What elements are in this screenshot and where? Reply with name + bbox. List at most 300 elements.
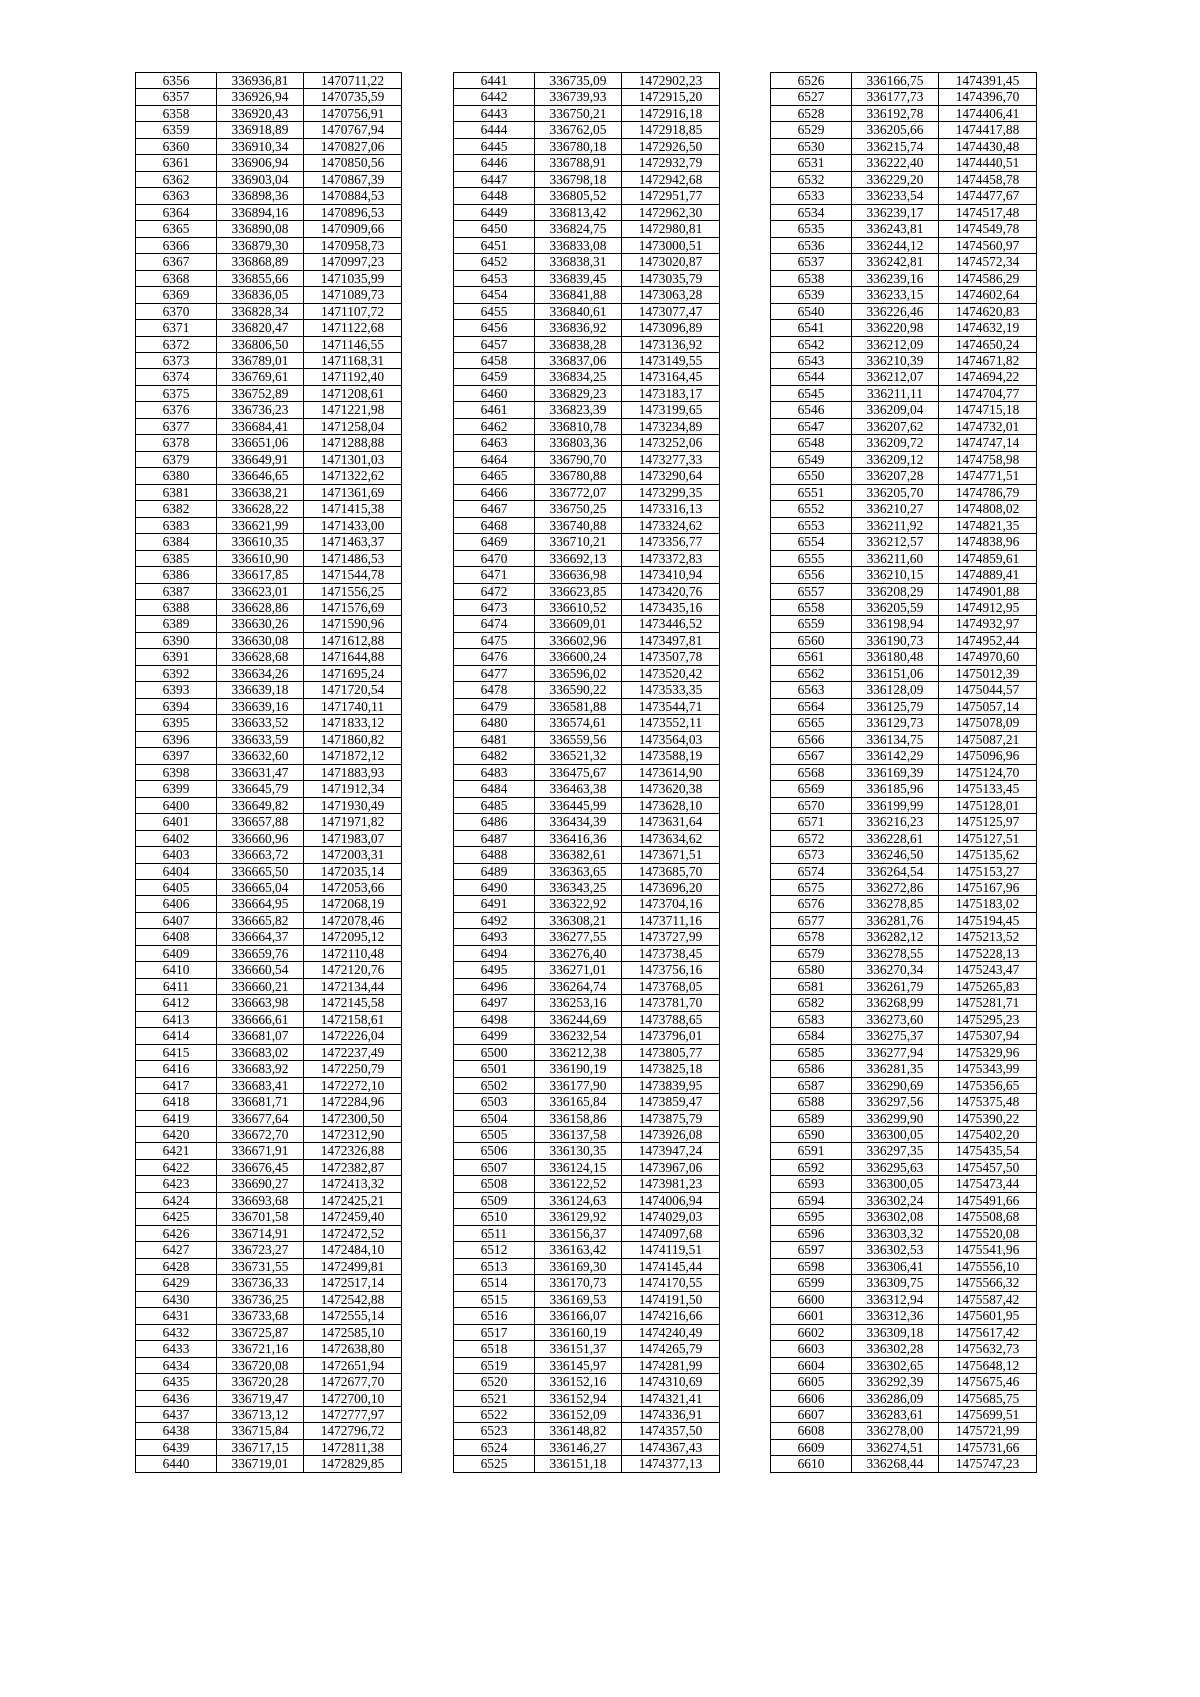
- x-coordinate-cell: 336633,59: [217, 731, 304, 747]
- table-row: [771, 270, 1037, 286]
- table-row: [136, 896, 402, 912]
- point-number-cell: 6519: [454, 1357, 535, 1373]
- table-row: [771, 847, 1037, 863]
- point-number-cell: 6535: [771, 221, 852, 237]
- table-row: [454, 616, 720, 632]
- point-number-cell: 6382: [136, 501, 217, 517]
- x-coordinate-cell: 336772,07: [535, 484, 622, 500]
- point-number-cell: 6471: [454, 567, 535, 583]
- x-coordinate-cell: 336158,86: [535, 1110, 622, 1126]
- y-coordinate-cell: 1472951,77: [622, 188, 720, 204]
- x-coordinate-cell: 336633,52: [217, 715, 304, 731]
- table-row: [136, 1406, 402, 1422]
- y-coordinate-cell: 1474602,64: [939, 287, 1037, 303]
- y-coordinate-cell: 1475265,83: [939, 978, 1037, 994]
- point-number-cell: 6393: [136, 682, 217, 698]
- x-coordinate-cell: 336683,41: [217, 1077, 304, 1093]
- x-coordinate-cell: 336180,48: [852, 649, 939, 665]
- x-coordinate-cell: 336278,00: [852, 1423, 939, 1439]
- table-row: [771, 912, 1037, 928]
- table-row: [771, 632, 1037, 648]
- x-coordinate-cell: 336813,42: [535, 204, 622, 220]
- x-coordinate-cell: 336308,21: [535, 912, 622, 928]
- table-row: [454, 830, 720, 846]
- x-coordinate-cell: 336521,32: [535, 748, 622, 764]
- table-row: [454, 1011, 720, 1027]
- y-coordinate-cell: 1474586,29: [939, 270, 1037, 286]
- y-coordinate-cell: 1473096,89: [622, 320, 720, 336]
- table-row: [454, 501, 720, 517]
- point-number-cell: 6513: [454, 1258, 535, 1274]
- x-coordinate-cell: 336610,90: [217, 550, 304, 566]
- y-coordinate-cell: 1472517,14: [304, 1275, 402, 1291]
- table-row: [771, 1094, 1037, 1110]
- point-number-cell: 6400: [136, 797, 217, 813]
- x-coordinate-cell: 336720,08: [217, 1357, 304, 1373]
- y-coordinate-cell: 1471146,55: [304, 336, 402, 352]
- x-coordinate-cell: 336838,28: [535, 336, 622, 352]
- y-coordinate-cell: 1472677,70: [304, 1374, 402, 1390]
- y-coordinate-cell: 1474417,88: [939, 122, 1037, 138]
- point-number-cell: 6487: [454, 830, 535, 846]
- table-row: [454, 1291, 720, 1307]
- table-row: [771, 122, 1037, 138]
- point-number-cell: 6431: [136, 1308, 217, 1324]
- x-coordinate-cell: 336205,66: [852, 122, 939, 138]
- point-number-cell: 6557: [771, 583, 852, 599]
- table-row: [136, 797, 402, 813]
- table-row: [454, 89, 720, 105]
- y-coordinate-cell: 1473696,20: [622, 879, 720, 895]
- y-coordinate-cell: 1474549,78: [939, 221, 1037, 237]
- point-number-cell: 6597: [771, 1242, 852, 1258]
- y-coordinate-cell: 1475435,54: [939, 1143, 1037, 1159]
- y-coordinate-cell: 1471208,61: [304, 385, 402, 401]
- point-number-cell: 6470: [454, 550, 535, 566]
- table-row: [454, 863, 720, 879]
- y-coordinate-cell: 1473435,16: [622, 600, 720, 616]
- x-coordinate-cell: 336228,61: [852, 830, 939, 846]
- point-number-cell: 6378: [136, 435, 217, 451]
- point-number-cell: 6509: [454, 1192, 535, 1208]
- point-number-cell: 6437: [136, 1406, 217, 1422]
- y-coordinate-cell: 1472250,79: [304, 1061, 402, 1077]
- point-number-cell: 6606: [771, 1390, 852, 1406]
- point-number-cell: 6432: [136, 1324, 217, 1340]
- point-number-cell: 6427: [136, 1242, 217, 1258]
- y-coordinate-cell: 1474671,82: [939, 352, 1037, 368]
- point-number-cell: 6381: [136, 484, 217, 500]
- y-coordinate-cell: 1471883,93: [304, 764, 402, 780]
- x-coordinate-cell: 336142,29: [852, 748, 939, 764]
- table-row: [136, 1258, 402, 1274]
- table-row: [771, 138, 1037, 154]
- y-coordinate-cell: 1473628,10: [622, 797, 720, 813]
- y-coordinate-cell: 1472902,23: [622, 73, 720, 89]
- point-number-cell: 6527: [771, 89, 852, 105]
- table-row: [454, 517, 720, 533]
- y-coordinate-cell: 1475491,66: [939, 1192, 1037, 1208]
- y-coordinate-cell: 1473671,51: [622, 847, 720, 863]
- x-coordinate-cell: 336671,91: [217, 1143, 304, 1159]
- point-number-cell: 6554: [771, 534, 852, 550]
- y-coordinate-cell: 1475128,01: [939, 797, 1037, 813]
- x-coordinate-cell: 336463,38: [535, 781, 622, 797]
- x-coordinate-cell: 336684,41: [217, 418, 304, 434]
- x-coordinate-cell: 336312,36: [852, 1308, 939, 1324]
- point-number-cell: 6444: [454, 122, 535, 138]
- table-row: [136, 1374, 402, 1390]
- x-coordinate-cell: 336246,50: [852, 847, 939, 863]
- y-coordinate-cell: 1472284,96: [304, 1094, 402, 1110]
- y-coordinate-cell: 1475390,22: [939, 1110, 1037, 1126]
- table-row: [771, 517, 1037, 533]
- table-row: [454, 270, 720, 286]
- x-coordinate-cell: 336665,82: [217, 912, 304, 928]
- x-coordinate-cell: 336475,67: [535, 764, 622, 780]
- point-number-cell: 6580: [771, 962, 852, 978]
- y-coordinate-cell: 1472638,80: [304, 1341, 402, 1357]
- point-number-cell: 6371: [136, 320, 217, 336]
- table-row: [771, 830, 1037, 846]
- table-row: [136, 1225, 402, 1241]
- y-coordinate-cell: 1474477,67: [939, 188, 1037, 204]
- y-coordinate-cell: 1473324,62: [622, 517, 720, 533]
- table-row: [454, 105, 720, 121]
- point-number-cell: 6515: [454, 1291, 535, 1307]
- point-number-cell: 6409: [136, 945, 217, 961]
- x-coordinate-cell: 336239,16: [852, 270, 939, 286]
- table-row: [136, 1110, 402, 1126]
- y-coordinate-cell: 1471301,03: [304, 451, 402, 467]
- y-coordinate-cell: 1474758,98: [939, 451, 1037, 467]
- x-coordinate-cell: 336300,05: [852, 1176, 939, 1192]
- x-coordinate-cell: 336665,04: [217, 879, 304, 895]
- y-coordinate-cell: 1473839,95: [622, 1077, 720, 1093]
- point-number-cell: 6488: [454, 847, 535, 863]
- y-coordinate-cell: 1471644,88: [304, 649, 402, 665]
- x-coordinate-cell: 336151,37: [535, 1341, 622, 1357]
- x-coordinate-cell: 336681,71: [217, 1094, 304, 1110]
- table-row: [771, 418, 1037, 434]
- table-row: [771, 534, 1037, 550]
- x-coordinate-cell: 336124,63: [535, 1192, 622, 1208]
- y-coordinate-cell: 1472272,10: [304, 1077, 402, 1093]
- y-coordinate-cell: 1473533,35: [622, 682, 720, 698]
- point-number-cell: 6510: [454, 1209, 535, 1225]
- x-coordinate-cell: 336659,76: [217, 945, 304, 961]
- table-row: [136, 550, 402, 566]
- x-coordinate-cell: 336169,39: [852, 764, 939, 780]
- table-row: [136, 1143, 402, 1159]
- table-row: [454, 781, 720, 797]
- x-coordinate-cell: 336677,64: [217, 1110, 304, 1126]
- x-coordinate-cell: 336290,69: [852, 1077, 939, 1093]
- point-number-cell: 6553: [771, 517, 852, 533]
- y-coordinate-cell: 1475699,51: [939, 1406, 1037, 1422]
- y-coordinate-cell: 1474932,97: [939, 616, 1037, 632]
- table-row: [454, 1094, 720, 1110]
- y-coordinate-cell: 1475194,45: [939, 912, 1037, 928]
- point-number-cell: 6447: [454, 171, 535, 187]
- y-coordinate-cell: 1475556,10: [939, 1258, 1037, 1274]
- x-coordinate-cell: 336152,94: [535, 1390, 622, 1406]
- table-row: [454, 1406, 720, 1422]
- point-number-cell: 6538: [771, 270, 852, 286]
- y-coordinate-cell: 1471322,62: [304, 468, 402, 484]
- table-row: [136, 369, 402, 385]
- table-row: [454, 1341, 720, 1357]
- x-coordinate-cell: 336574,61: [535, 715, 622, 731]
- point-number-cell: 6485: [454, 797, 535, 813]
- y-coordinate-cell: 1470827,06: [304, 138, 402, 154]
- table-row: [454, 336, 720, 352]
- point-number-cell: 6514: [454, 1275, 535, 1291]
- point-number-cell: 6498: [454, 1011, 535, 1027]
- y-coordinate-cell: 1472110,48: [304, 945, 402, 961]
- y-coordinate-cell: 1472120,76: [304, 962, 402, 978]
- x-coordinate-cell: 336209,72: [852, 435, 939, 451]
- y-coordinate-cell: 1472980,81: [622, 221, 720, 237]
- point-number-cell: 6552: [771, 501, 852, 517]
- point-number-cell: 6398: [136, 764, 217, 780]
- y-coordinate-cell: 1472472,52: [304, 1225, 402, 1241]
- y-coordinate-cell: 1473497,81: [622, 632, 720, 648]
- point-number-cell: 6361: [136, 155, 217, 171]
- table-row: [454, 814, 720, 830]
- point-number-cell: 6589: [771, 1110, 852, 1126]
- x-coordinate-cell: 336834,25: [535, 369, 622, 385]
- x-coordinate-cell: 336823,39: [535, 402, 622, 418]
- table-row: [771, 188, 1037, 204]
- y-coordinate-cell: 1475721,99: [939, 1423, 1037, 1439]
- table-row: [454, 237, 720, 253]
- y-coordinate-cell: 1475135,62: [939, 847, 1037, 863]
- point-number-cell: 6545: [771, 385, 852, 401]
- table-row: [454, 171, 720, 187]
- y-coordinate-cell: 1475228,13: [939, 945, 1037, 961]
- x-coordinate-cell: 336581,88: [535, 698, 622, 714]
- table-row: [136, 731, 402, 747]
- point-number-cell: 6501: [454, 1061, 535, 1077]
- point-number-cell: 6395: [136, 715, 217, 731]
- y-coordinate-cell: 1472700,10: [304, 1390, 402, 1406]
- table-row: [136, 402, 402, 418]
- point-number-cell: 6474: [454, 616, 535, 632]
- table-row: [454, 1456, 720, 1472]
- x-coordinate-cell: 336936,81: [217, 73, 304, 89]
- x-coordinate-cell: 336212,09: [852, 336, 939, 352]
- y-coordinate-cell: 1475648,12: [939, 1357, 1037, 1373]
- table-row: [136, 1291, 402, 1307]
- y-coordinate-cell: 1473805,77: [622, 1044, 720, 1060]
- y-coordinate-cell: 1472312,90: [304, 1127, 402, 1143]
- point-number-cell: 6533: [771, 188, 852, 204]
- table-row: [136, 122, 402, 138]
- point-number-cell: 6575: [771, 879, 852, 895]
- y-coordinate-cell: 1474097,68: [622, 1225, 720, 1241]
- y-coordinate-cell: 1470896,53: [304, 204, 402, 220]
- x-coordinate-cell: 336297,35: [852, 1143, 939, 1159]
- point-number-cell: 6526: [771, 73, 852, 89]
- x-coordinate-cell: 336244,12: [852, 237, 939, 253]
- point-number-cell: 6502: [454, 1077, 535, 1093]
- y-coordinate-cell: 1473149,55: [622, 352, 720, 368]
- table-row: [454, 1225, 720, 1241]
- x-coordinate-cell: 336609,01: [535, 616, 622, 632]
- point-number-cell: 6565: [771, 715, 852, 731]
- table-row: [771, 1044, 1037, 1060]
- point-number-cell: 6450: [454, 221, 535, 237]
- table-row: [136, 830, 402, 846]
- table-row: [771, 1423, 1037, 1439]
- y-coordinate-cell: 1472035,14: [304, 863, 402, 879]
- y-coordinate-cell: 1472068,19: [304, 896, 402, 912]
- point-number-cell: 6426: [136, 1225, 217, 1241]
- table-row: [771, 1357, 1037, 1373]
- point-number-cell: 6605: [771, 1374, 852, 1390]
- x-coordinate-cell: 336894,16: [217, 204, 304, 220]
- y-coordinate-cell: 1473685,70: [622, 863, 720, 879]
- x-coordinate-cell: 336721,16: [217, 1341, 304, 1357]
- point-number-cell: 6428: [136, 1258, 217, 1274]
- point-number-cell: 6408: [136, 929, 217, 945]
- y-coordinate-cell: 1473552,11: [622, 715, 720, 731]
- table-row: [136, 1061, 402, 1077]
- point-number-cell: 6507: [454, 1159, 535, 1175]
- y-coordinate-cell: 1471221,98: [304, 402, 402, 418]
- y-coordinate-cell: 1474357,50: [622, 1423, 720, 1439]
- y-coordinate-cell: 1474240,49: [622, 1324, 720, 1340]
- x-coordinate-cell: 336628,86: [217, 600, 304, 616]
- y-coordinate-cell: 1471288,88: [304, 435, 402, 451]
- table-row: [771, 1308, 1037, 1324]
- x-coordinate-cell: 336271,01: [535, 962, 622, 978]
- table-row: [771, 221, 1037, 237]
- table-row: [136, 1308, 402, 1324]
- y-coordinate-cell: 1474859,61: [939, 550, 1037, 566]
- y-coordinate-cell: 1475632,73: [939, 1341, 1037, 1357]
- x-coordinate-cell: 336239,17: [852, 204, 939, 220]
- table-row: [136, 303, 402, 319]
- point-number-cell: 6560: [771, 632, 852, 648]
- point-number-cell: 6609: [771, 1439, 852, 1455]
- table-row: [136, 517, 402, 533]
- point-number-cell: 6592: [771, 1159, 852, 1175]
- table-row: [136, 1028, 402, 1044]
- table-row: [454, 1061, 720, 1077]
- point-number-cell: 6540: [771, 303, 852, 319]
- table-row: [454, 847, 720, 863]
- y-coordinate-cell: 1475508,68: [939, 1209, 1037, 1225]
- point-number-cell: 6562: [771, 665, 852, 681]
- y-coordinate-cell: 1472916,18: [622, 105, 720, 121]
- point-number-cell: 6477: [454, 665, 535, 681]
- point-number-cell: 6549: [771, 451, 852, 467]
- table-row: [136, 847, 402, 863]
- table-row: [454, 583, 720, 599]
- table-row: [454, 962, 720, 978]
- x-coordinate-cell: 336278,85: [852, 896, 939, 912]
- y-coordinate-cell: 1475617,42: [939, 1324, 1037, 1340]
- x-coordinate-cell: 336302,65: [852, 1357, 939, 1373]
- y-coordinate-cell: 1474367,43: [622, 1439, 720, 1455]
- y-coordinate-cell: 1473372,83: [622, 550, 720, 566]
- y-coordinate-cell: 1474396,70: [939, 89, 1037, 105]
- table-row: [454, 1308, 720, 1324]
- point-number-cell: 6582: [771, 995, 852, 1011]
- point-number-cell: 6500: [454, 1044, 535, 1060]
- x-coordinate-cell: 336128,09: [852, 682, 939, 698]
- point-number-cell: 6511: [454, 1225, 535, 1241]
- y-coordinate-cell: 1471361,69: [304, 484, 402, 500]
- table-row: [771, 797, 1037, 813]
- table-row: [771, 962, 1037, 978]
- table-row: [771, 435, 1037, 451]
- point-number-cell: 6385: [136, 550, 217, 566]
- y-coordinate-cell: 1473588,19: [622, 748, 720, 764]
- point-number-cell: 6522: [454, 1406, 535, 1422]
- x-coordinate-cell: 336295,63: [852, 1159, 939, 1175]
- table-row: [454, 1209, 720, 1225]
- point-number-cell: 6479: [454, 698, 535, 714]
- x-coordinate-cell: 336270,34: [852, 962, 939, 978]
- point-number-cell: 6563: [771, 682, 852, 698]
- x-coordinate-cell: 336840,61: [535, 303, 622, 319]
- table-row: [454, 534, 720, 550]
- table-row: [454, 402, 720, 418]
- point-number-cell: 6546: [771, 402, 852, 418]
- point-number-cell: 6440: [136, 1456, 217, 1472]
- table-row: [454, 1077, 720, 1093]
- point-number-cell: 6421: [136, 1143, 217, 1159]
- x-coordinate-cell: 336309,75: [852, 1275, 939, 1291]
- y-coordinate-cell: 1473981,23: [622, 1176, 720, 1192]
- point-number-cell: 6412: [136, 995, 217, 1011]
- point-number-cell: 6493: [454, 929, 535, 945]
- point-number-cell: 6523: [454, 1423, 535, 1439]
- table-row: [454, 1439, 720, 1455]
- point-number-cell: 6405: [136, 879, 217, 895]
- y-coordinate-cell: 1473859,47: [622, 1094, 720, 1110]
- point-number-cell: 6601: [771, 1308, 852, 1324]
- x-coordinate-cell: 336152,09: [535, 1406, 622, 1422]
- table-row: [454, 1028, 720, 1044]
- x-coordinate-cell: 336910,34: [217, 138, 304, 154]
- table-row: [771, 616, 1037, 632]
- y-coordinate-cell: 1473410,94: [622, 567, 720, 583]
- y-coordinate-cell: 1474808,02: [939, 501, 1037, 517]
- y-coordinate-cell: 1473727,99: [622, 929, 720, 945]
- point-number-cell: 6418: [136, 1094, 217, 1110]
- point-number-cell: 6375: [136, 385, 217, 401]
- table-row: [136, 221, 402, 237]
- point-number-cell: 6517: [454, 1324, 535, 1340]
- x-coordinate-cell: 336292,39: [852, 1374, 939, 1390]
- x-coordinate-cell: 336146,27: [535, 1439, 622, 1455]
- point-number-cell: 6534: [771, 204, 852, 220]
- y-coordinate-cell: 1473738,45: [622, 945, 720, 961]
- table-row: [771, 1028, 1037, 1044]
- x-coordinate-cell: 336789,01: [217, 352, 304, 368]
- point-number-cell: 6494: [454, 945, 535, 961]
- x-coordinate-cell: 336268,44: [852, 1456, 939, 1472]
- x-coordinate-cell: 336166,07: [535, 1308, 622, 1324]
- point-number-cell: 6403: [136, 847, 217, 863]
- table-row: [136, 567, 402, 583]
- point-number-cell: 6475: [454, 632, 535, 648]
- x-coordinate-cell: 336735,09: [535, 73, 622, 89]
